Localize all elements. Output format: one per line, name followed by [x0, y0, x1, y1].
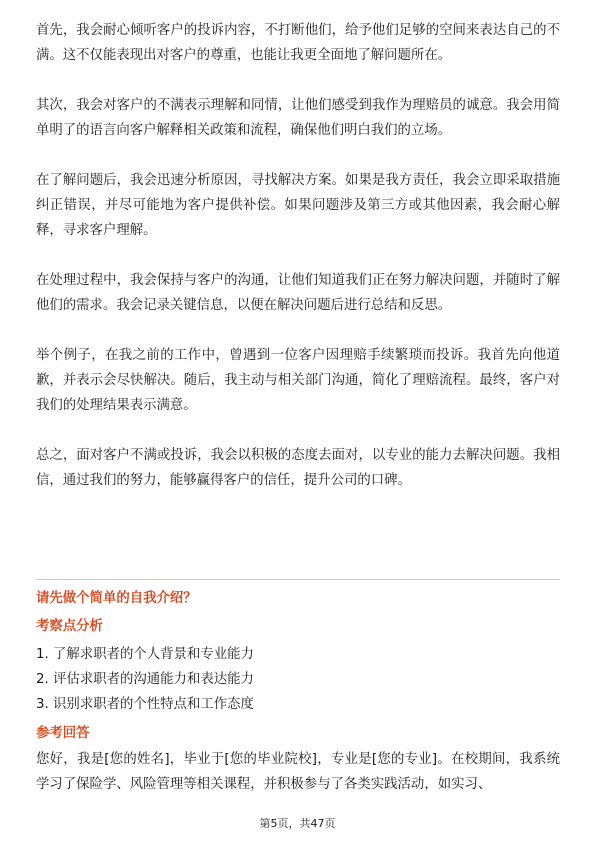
paragraph: 总之，面对客户不满或投诉，我会以积极的态度去面对，以专业的能力去解决问题。我相信，通过我们的努力，能够赢得客户的信任，提升公司的口碑。: [36, 448, 560, 488]
paragraph: 在处理过程中，我会保持与客户的沟通，让他们知道我们正在努力解决问题，并随时了解他们的需求。我会记录关键信息，以便在解决问题后进行总结和反思。: [36, 273, 560, 313]
paragraph: 首先，我会耐心倾听客户的投诉内容，不打断他们，给予他们足够的空间来表达自己的不满。这不仅能表现出对客户的尊重，也能让我更全面地了解问题所在。: [36, 23, 560, 63]
question-section: [36, 588, 560, 797]
page-number: 第5页，共47页: [259, 817, 336, 830]
list-item: 2. 评估求职者的沟通能力和表达能力: [36, 672, 254, 687]
answer-text: 您好，我是[您的姓名]，毕业于[您的毕业院校]，专业是[您的专业]。在校期间，我系统学习了保险学、风险管理等相关课程，并积极参与了各类实践活动，如实习、: [36, 752, 560, 792]
list-item: 1. 了解求职者的个人背景和专业能力: [36, 647, 254, 662]
paragraph: 在了解问题后，我会迅速分析原因，寻找解决方案。如果是我方责任，我会立即采取措施纠正错误，并尽可能地为客户提供补偿。如果问题涉及第三方或其他因素，我会耐心解释，寻求客户理解。: [36, 173, 560, 238]
question-title: 请先做个简单的自我介绍？: [36, 591, 197, 606]
analysis-list: [36, 642, 560, 717]
list-item: 3. 识别求职者的个性特点和工作态度: [36, 697, 254, 712]
analysis-heading: 考察点分析: [36, 619, 103, 634]
paragraph: 举个例子，在我之前的工作中，曾遇到一位客户因理赔手续繁琐而投诉。我首先向他道歉，并表示会尽快解决。随后，我主动与相关部门沟通，简化了理赔流程。最终，客户对我们的处理结果表示满意。: [36, 348, 560, 413]
paragraph: 其次，我会对客户的不满表示理解和同情，让他们感受到我作为理赔员的诚意。我会用简单明了的语言向客户解释相关政策和流程，确保他们明白我们的立场。: [36, 98, 560, 138]
body-text: [36, 18, 560, 493]
section-divider: [36, 579, 560, 580]
answer-heading: 参考回答: [36, 726, 90, 741]
